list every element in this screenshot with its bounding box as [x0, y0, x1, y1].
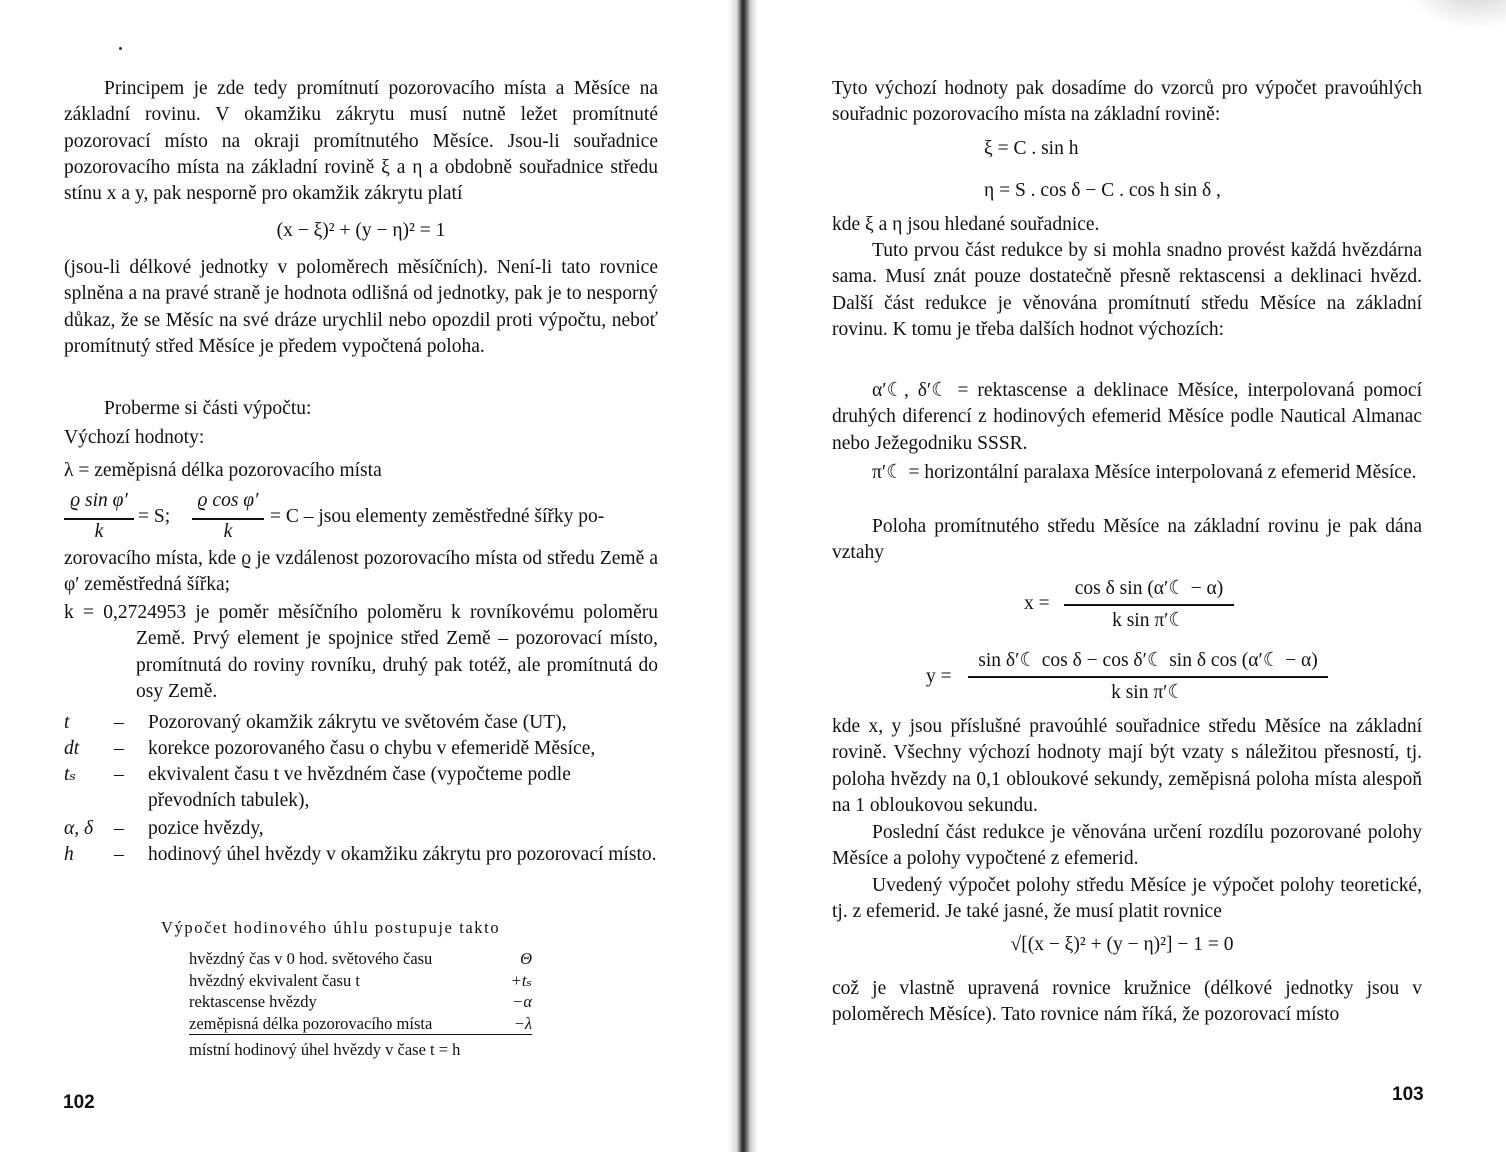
definition-item: t – Pozorovaný okamžik zákrytu ve světovém čase (UT), — [64, 710, 658, 736]
left-paragraph-2: (jsou-li délkové jednotky v poloměrech měsíčních). Není-li tato rovnice splněna a na pravé straně je hodnota odlišná od jednotky, pak je to nesporný důkaz, že se Měsíc na své dráze urychlil nebo opozdil proti výpočtu, neboť promítnutý střed Měsíce je předem vypočtená poloha. — [64, 257, 658, 357]
left-page — [0, 0, 738, 1152]
left-paragraph-1: Principem je zde tedy promítnutí pozorovacího místa a Měsíce na základní rovinu. V okamžiku zákrytu musí nutně ležet promítnuté pozorovací místo na okraji promítnutého Měsíce. Jsou-li souřadnice pozorovacího místa na základní rovině ξ a η a obdobně souřadnice středu stínu x a y, pak nesporně pro okamžik zákrytu platí — [64, 78, 658, 205]
right-paragraph-6: Poloha promítnutého středu Měsíce na základní rovinu je pak dána vztahy — [832, 516, 1422, 564]
fraction-2-numerator: ϱ cos φ′ — [197, 490, 259, 511]
right-paragraph-2: kde ξ a η jsou hledané souřadnice. — [832, 214, 1100, 235]
left-paragraph-4: Výchozí hodnoty: — [64, 427, 205, 448]
equation-x-numerator: cos δ sin (α′☾ − α) — [1074, 578, 1224, 599]
equation-x-denominator: k sin π′☾ — [1112, 610, 1186, 631]
right-paragraph-7: kde x, y jsou příslušné pravoúhlé souřadnice středu Měsíce na základní rovině. Všechny výchozí hodnoty mají být vzaty s náležitou přesností, tj. poloha hvězdy na 0,1 obloukové sekundy, zeměpisná poloha místa alespoň na 1 obloukovou sekundu. — [832, 716, 1422, 816]
equation-x-lhs: x = — [1024, 593, 1050, 614]
calc-row: zeměpisná délka pozorovacího místa −λ — [189, 1013, 532, 1033]
fraction-1-numerator: ϱ sin φ′ — [70, 490, 128, 511]
definition-text: korekce pozorovaného času o chybu v efemeridě Měsíce, — [148, 738, 596, 759]
equation-y-lhs: y = — [926, 666, 952, 687]
left-equation-circle: (x − ξ)² + (y − η)² = 1 — [276, 220, 446, 241]
right-paragraph-10: což je vlastně upravená rovnice kružnice (délkové jednotky jsou v poloměrech Měsíce). Tato rovnice nám říká, že pozorovací místo — [832, 978, 1422, 1026]
equation-x-bar — [1064, 604, 1234, 606]
fraction-1-bar — [64, 518, 134, 520]
fraction-1-rest: = S; — [138, 506, 171, 527]
equation-y-numerator: sin δ′☾ cos δ − cos δ′☾ sin δ cos (α′☾ − α) — [978, 650, 1318, 671]
equation-eta: η = S . cos δ − C . cos h sin δ , — [984, 180, 1221, 201]
equation-xi: ξ = C . sin h — [984, 138, 1079, 159]
definition-symbol: tₛ — [64, 764, 76, 785]
right-paragraph-3: Tuto prvou část redukce by si mohla snadno provést každá hvězdárna sama. Musí znát pouze dostatečně přesně rektascensi a deklinaci hvězd. Další část redukce je věnována promítnutí středu Měsíce na základní rovinu. K tomu je třeba dalších hodnot výchozích: — [832, 240, 1422, 340]
definition-symbol: t — [64, 712, 70, 733]
right-paragraph-4: α′☾, δ′☾ = rektascense a deklinace Měsíce, interpolovaná pomocí druhých diferencí z hodinových efemerid Měsíce podle Nautical Almanac nebo Ježegodniku SSSR. — [832, 380, 1422, 454]
calc-row: hvězdný ekvivalent času t +tₛ — [189, 970, 532, 990]
definition-text: Pozorovaný okamžik zákrytu ve světovém čase (UT), — [148, 712, 567, 733]
equation-y-denominator: k sin π′☾ — [1111, 682, 1185, 703]
fraction-1-denominator: k — [94, 521, 104, 542]
fraction-2-denominator: k — [223, 521, 233, 542]
definition-symbol: dt — [64, 738, 80, 759]
definition-item: dt – korekce pozorovaného času o chybu v efemeridě Měsíce, — [64, 736, 658, 762]
definition-text: hodinový úhel hvězdy v okamžiku zákrytu pro pozorovací místo. — [148, 844, 657, 865]
calc-table — [189, 948, 532, 1061]
fraction-2-rest: = C – jsou elementy zeměstředné šířky po- — [270, 506, 605, 527]
calc-result-row — [189, 1035, 532, 1061]
equation-y — [926, 648, 1346, 708]
fraction-2-bar — [192, 518, 264, 520]
definition-symbol: h — [64, 844, 74, 865]
lambda-definition: λ = zeměpisná délka pozorovacího místa — [64, 460, 382, 481]
calc-result: místní hodinový úhel hvězdy v čase t = h — [189, 1040, 461, 1059]
page-number-right: 103 — [1392, 1084, 1424, 1105]
definition-item: α, δ – pozice hvězdy, — [64, 816, 658, 842]
right-paragraph-8: Poslední část redukce je věnována určení rozdílu pozorované polohy Měsíce a polohy vypočtené z efemerid. — [832, 822, 1422, 870]
definition-item: tₛ – ekvivalent času t ve hvězdném čase (vypočteme podle převodních tabulek), — [64, 762, 658, 814]
speck — [119, 47, 122, 50]
definition-item: h – hodinový úhel hvězdy v okamžiku zákrytu pro pozorovací místo. — [64, 842, 658, 894]
definition-symbol: α, δ — [64, 818, 94, 839]
left-paragraph-5: zorovacího místa, kde ϱ je vzdálenost pozorovacího místa od středu Země a φ′ zeměstředná šířka; — [64, 548, 658, 596]
equation-root: √[(x − ξ)² + (y − η)²] − 1 = 0 — [1010, 934, 1234, 955]
right-paragraph-5: π′☾ = horizontální paralaxa Měsíce interpolovaná z efemerid Měsíce. — [872, 462, 1417, 483]
calc-title: Výpočet hodinového úhlu postupuje takto — [161, 918, 501, 937]
k-definition: k = 0,2724953 je poměr měsíčního poloměru k rovníkovému poloměru Země. Prvý element je spojnice střed Země – pozorovací místo, promítnutá do roviny rovníku, druhý pak totéž, ale promítnutá do osy Země. — [64, 602, 658, 702]
right-page — [752, 0, 1506, 1152]
right-paragraph-9: Uvedený výpočet polohy středu Měsíce je výpočet polohy teoretické, tj. z efemerid. Je také jasné, že musí platit rovnice — [832, 875, 1422, 923]
equation-y-bar — [968, 676, 1328, 678]
calc-row: hvězdný čas v 0 hod. světového času Θ — [189, 949, 532, 968]
right-paragraph-1: Tyto výchozí hodnoty pak dosadíme do vzorců pro výpočet pravoúhlých souřadnic pozorovacího místa na základní rovině: — [832, 78, 1422, 126]
left-paragraph-3: Proberme si části výpočtu: — [104, 398, 312, 419]
calc-row: rektascense hvězdy −α — [189, 992, 532, 1011]
page-number-left: 102 — [63, 1092, 95, 1113]
equation-x — [1024, 576, 1324, 636]
definition-text: ekvivalent času t ve hvězdném čase (vypočteme podle převodních tabulek), — [148, 764, 571, 812]
definition-text: pozice hvězdy, — [148, 818, 264, 839]
element-fractions — [64, 490, 664, 550]
